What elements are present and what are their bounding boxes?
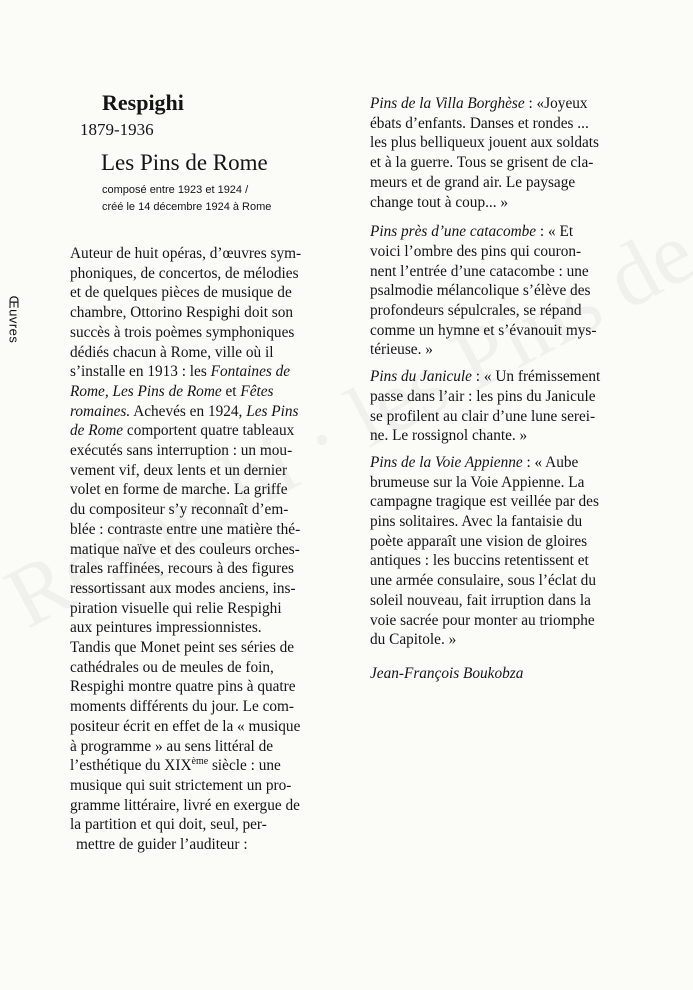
text-line (370, 367, 638, 387)
text-line: comme un hymne et s’évanouit mys- (370, 321, 597, 339)
text-line: poète apparaît une vision de gloires (370, 532, 588, 550)
work-title-fontaines: Fontaines de (210, 363, 291, 381)
text-line: campagne tragique est veillée par des (370, 493, 599, 511)
text-line (370, 222, 638, 242)
text-line: moments différents du jour. Le com- (70, 698, 295, 716)
text-line: pins solitaires. Avec la fantaisie du (370, 513, 583, 531)
text-line: meurs et de grand air. Le paysage (370, 173, 576, 191)
text-line: musique qui suit strictement un pro- (70, 776, 292, 794)
text-line: la partition et qui doit, seul, per- (70, 816, 267, 834)
text-line: du compositeur s’y reconnaît d’em- (70, 501, 289, 519)
work-title-fontaines-end: Rome, (70, 382, 109, 400)
text-fragment: s’installe en 1913 : les (70, 363, 207, 381)
movement-title: Pins de la Voie Appienne (370, 453, 523, 471)
work-meta (102, 182, 271, 216)
text-fragment: : «Joyeux (524, 95, 588, 112)
text-line: volet en forme de marche. La griffe (70, 481, 288, 499)
text-line: change tout à coup... » (370, 193, 509, 211)
text-line: gramme littéraire, livré en exergue de (70, 796, 300, 814)
text-line: phoniques, de concertos, de mélodies (70, 264, 299, 282)
text-line: soleil nouveau, fait irruption dans la (370, 591, 591, 609)
text-line: piration visuelle qui relie Respighi (70, 599, 282, 617)
text-line: chambre, Ottorino Respighi doit son (70, 304, 294, 322)
composition-dates: composé entre 1923 et 1924 / (102, 184, 249, 196)
right-column-text (370, 94, 638, 684)
text-line: aux peintures impressionnistes. (70, 619, 262, 637)
text-line: antiques : les buccins retentissent et (370, 552, 589, 570)
text-line (70, 362, 353, 382)
text-line: passe dans l’air : les pins du Janicule (370, 387, 596, 405)
work-title-pins-2: Les Pins (246, 402, 299, 420)
text-line: et de quelques pièces de musique de (70, 284, 292, 302)
movement-appienne (370, 453, 638, 650)
text-fragment: l’esthétique du XIX (70, 757, 192, 775)
text-line: Auteur de huit opéras, d’œuvres sym- (70, 245, 302, 262)
author-signature: Jean-François Boukobza (370, 664, 524, 682)
text-fragment: : « Un frémissement (471, 368, 601, 386)
text-line: Respighi montre quatre pins à quatre (70, 678, 296, 696)
text-fragment: et (225, 382, 237, 400)
text-fragment: : « Aube (522, 453, 579, 471)
text-line: à programme » au sens littéral de (70, 737, 274, 755)
text-line (370, 453, 638, 473)
text-line: voie sacrée pour monter au triomphe (370, 611, 595, 629)
text-line: profondeurs sépulcrales, se répand (370, 302, 582, 320)
text-line: ébats d’enfants. Danses et rondes ... (370, 114, 589, 132)
text-line: Tandis que Monet peint ses séries de (70, 639, 295, 657)
text-line: matique naïve et des couleurs orches- (70, 540, 300, 558)
left-column-text (70, 244, 353, 855)
movement-title: Pins du Janicule (370, 368, 472, 386)
text-line: exécutés sans interruption : un mou- (70, 442, 293, 460)
text-line: cathédrales ou de meules de foin, (70, 658, 274, 676)
text-fragment: siècle : une (208, 757, 281, 775)
text-line: positeur écrit en effet de la « musique (70, 717, 301, 735)
text-line: mettre de guider l’auditeur : (76, 836, 248, 854)
text-line (70, 382, 353, 402)
text-line: vement vif, deux lents et un dernier (70, 461, 288, 479)
side-tab-label: Œuvres (6, 295, 22, 344)
movement-borghese (370, 94, 638, 212)
text-line: blée : contraste entre une matière thé- (70, 520, 301, 538)
text-line: trales raffinées, recours à des figures (70, 560, 294, 578)
work-title-pins: Les Pins de Rome (112, 382, 222, 400)
text-line: brumeuse sur la Voie Appienne. La (370, 473, 585, 491)
text-line (70, 402, 353, 422)
text-fragment: Achevés en 1924, (133, 402, 243, 420)
text-line: se profilent au clair d’une lune serei- (370, 407, 596, 425)
text-line: dédiés chacun à Rome, ville où il (70, 343, 274, 361)
text-line (70, 421, 353, 441)
work-title: Les Pins de Rome (101, 150, 268, 175)
premiere-info: créé le 14 décembre 1924 à Rome (102, 201, 272, 213)
movement-janicule (370, 367, 638, 446)
composer-dates: 1879-1936 (80, 120, 154, 139)
work-title-pins-2-end: de Rome (70, 422, 124, 440)
text-line: psalmodie mélancolique s’élève des (370, 282, 591, 300)
movement-title: Pins près d’une catacombe (370, 223, 537, 241)
text-line (370, 94, 638, 114)
text-line: du Capitole. » (370, 631, 457, 649)
text-line: térieuse. » (370, 341, 433, 359)
text-fragment: comportent quatre tableaux (126, 422, 295, 440)
work-title-fetes-end: romaines. (70, 402, 131, 420)
text-fragment: : « Et (536, 223, 574, 241)
text-line: les plus belliqueux jouent aux soldats (370, 134, 599, 152)
text-line: succès à trois poèmes symphoniques (70, 323, 295, 341)
text-line: voici l’ombre des pins qui couron- (370, 242, 582, 260)
text-line (70, 756, 353, 776)
text-line: ne. Le rossignol chante. » (370, 427, 528, 445)
work-title-fetes: Fêtes (240, 382, 274, 400)
movement-title: Pins de la Villa Borghèse (370, 95, 525, 112)
superscript-ordinal: ème (191, 756, 209, 768)
text-line: et à la guerre. Tous se grisent de cla- (370, 154, 594, 172)
text-line: ressortissant aux modes anciens, ins- (70, 579, 296, 597)
movement-catacombe (370, 222, 638, 360)
composer-name: Respighi (102, 90, 184, 115)
text-line: une armée consulaire, sous l’éclat du (370, 572, 596, 590)
text-line: nent l’entrée d’une catacombe : une (370, 262, 589, 280)
